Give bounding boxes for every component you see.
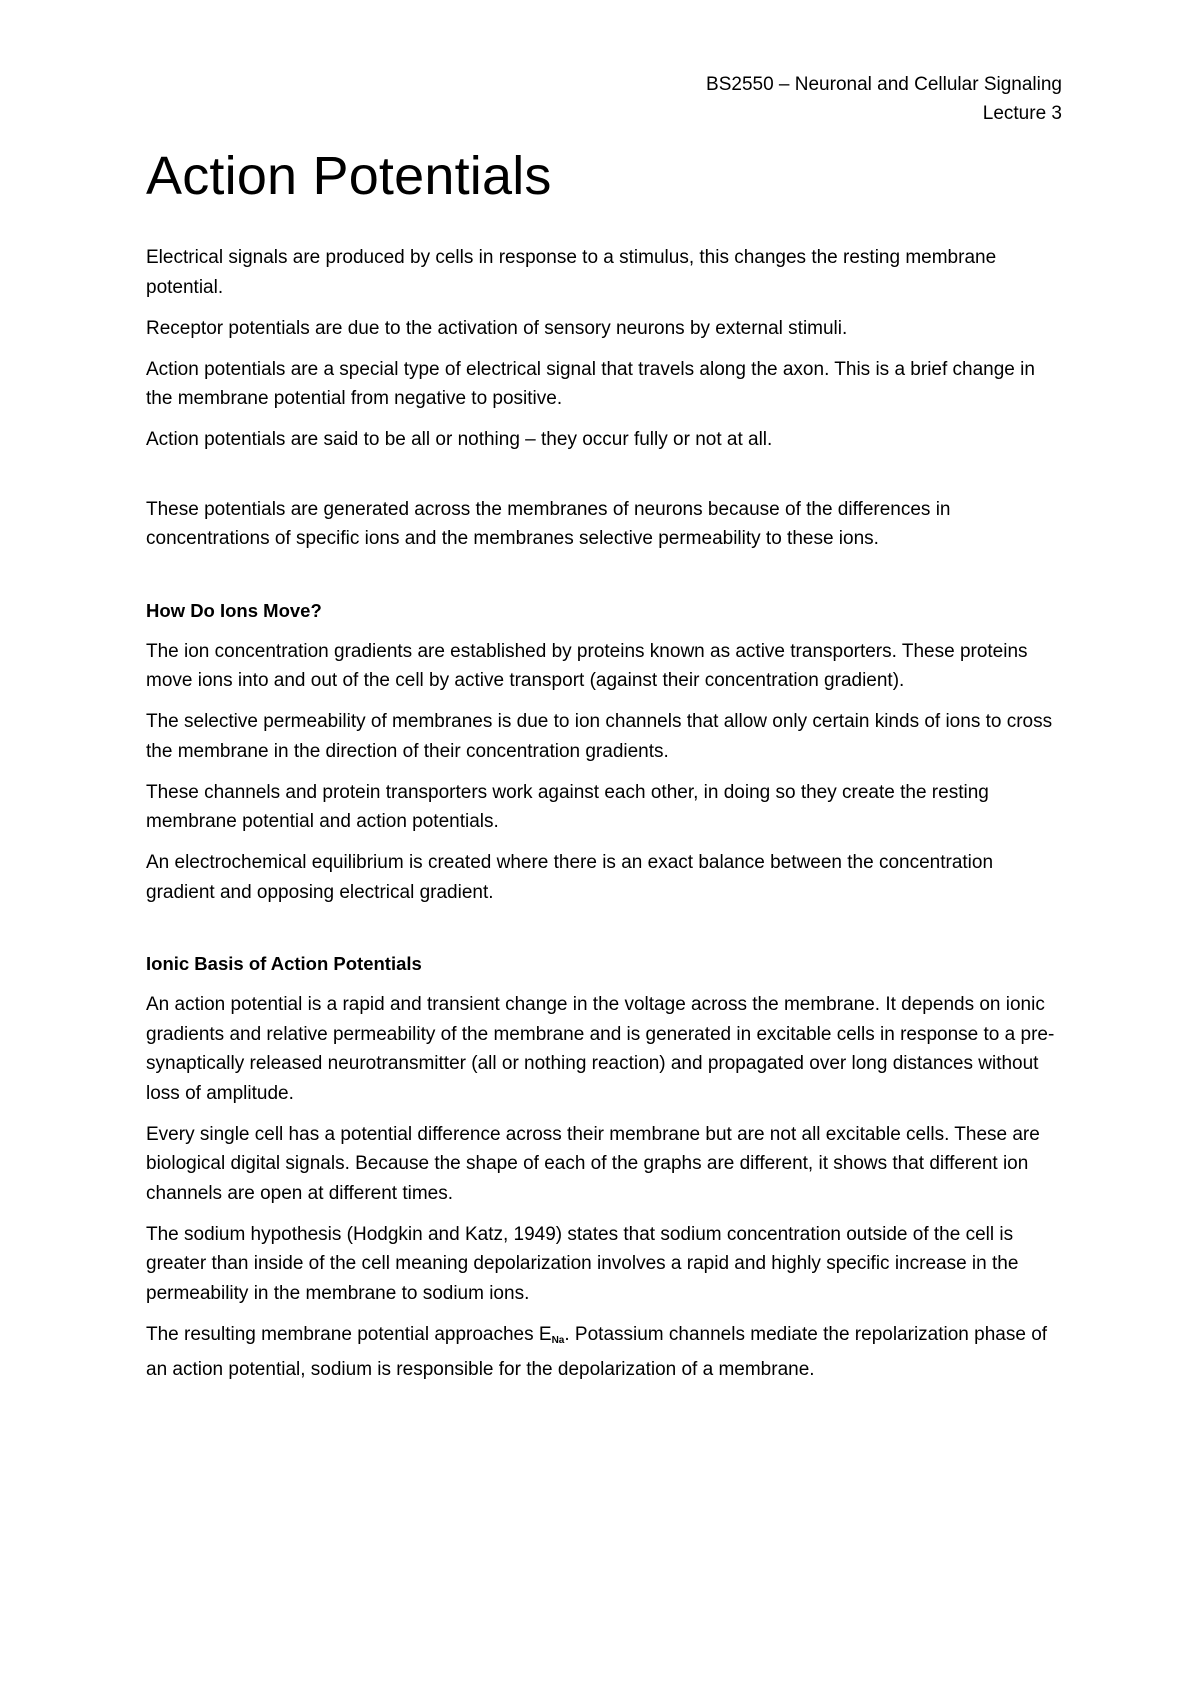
intro-paragraph: Action potentials are said to be all or nothing – they occur fully or not at all.	[146, 429, 773, 450]
body-paragraph: The ion concentration gradients are established by proteins known as active transporters. These proteins move ions into and out of the cell by active transport (against their concentration gradient).	[146, 640, 1028, 691]
final-text-start: The resulting membrane potential approaches E	[146, 1323, 552, 1345]
body-paragraph: An electrochemical equilibrium is created where there is an exact balance between the concentration gradient and opposing electrical gradient.	[146, 852, 994, 903]
lecture-number: Lecture 3	[982, 103, 1062, 124]
body-paragraph: These channels and protein transporters work against each other, in doing so they create the resting membrane potential and action potentials.	[146, 781, 989, 832]
intro-paragraph: Electrical signals are produced by cells in response to a stimulus, this changes the resting membrane potential.	[146, 247, 997, 298]
body-paragraph: Every single cell has a potential difference across their membrane but are not all excitable cells. These are biological digital signals. Because the shape of each of the graphs are different, it shows that different ion channels are open at different times.	[146, 1123, 1040, 1204]
body-paragraph: The selective permeability of membranes is due to ion channels that allow only certain kinds of ions to cross the membrane in the direction of their concentration gradients.	[146, 711, 1053, 762]
page-title: Action Potentials	[146, 146, 552, 206]
section-heading-ionic-basis: Ionic Basis of Action Potentials	[146, 953, 422, 974]
intro-paragraph: Action potentials are a special type of electrical signal that travels along the axon. This is a brief change in the membrane potential from negative to positive.	[146, 358, 1035, 409]
body-paragraph: The sodium hypothesis (Hodgkin and Katz, 1949) states that sodium concentration outside of the cell is greater than inside of the cell meaning depolarization involves a rapid and highly specific increase in the permeability in the membrane to sodium ions.	[146, 1223, 1019, 1304]
body-paragraph: An action potential is a rapid and transient change in the voltage across the membrane. It depends on ionic gradients and relative permeability of the membrane and is generated in excitable cells in response to a pre-synaptically released neurotransmitter (all or nothing reaction) and propagated over long distances without loss of amplitude.	[146, 994, 1055, 1104]
intro-paragraph: Receptor potentials are due to the activation of sensory neurons by external stimuli.	[146, 317, 848, 339]
final-paragraph	[146, 1320, 1062, 1385]
page-header	[146, 70, 1062, 128]
generation-paragraph: These potentials are generated across the membranes of neurons because of the differences in concentrations of specific ions and the membranes selective permeability to these ions.	[146, 498, 951, 549]
course-name: BS2550 – Neuronal and Cellular Signaling	[706, 74, 1062, 95]
final-text-end: . Potassium channels mediate the repolarization phase of an action potential, sodium is responsible for the depolarization of a membrane.	[146, 1323, 1048, 1380]
section-heading-ion-movement: How Do Ions Move?	[146, 599, 322, 621]
sodium-subscript: Na	[551, 1334, 565, 1346]
